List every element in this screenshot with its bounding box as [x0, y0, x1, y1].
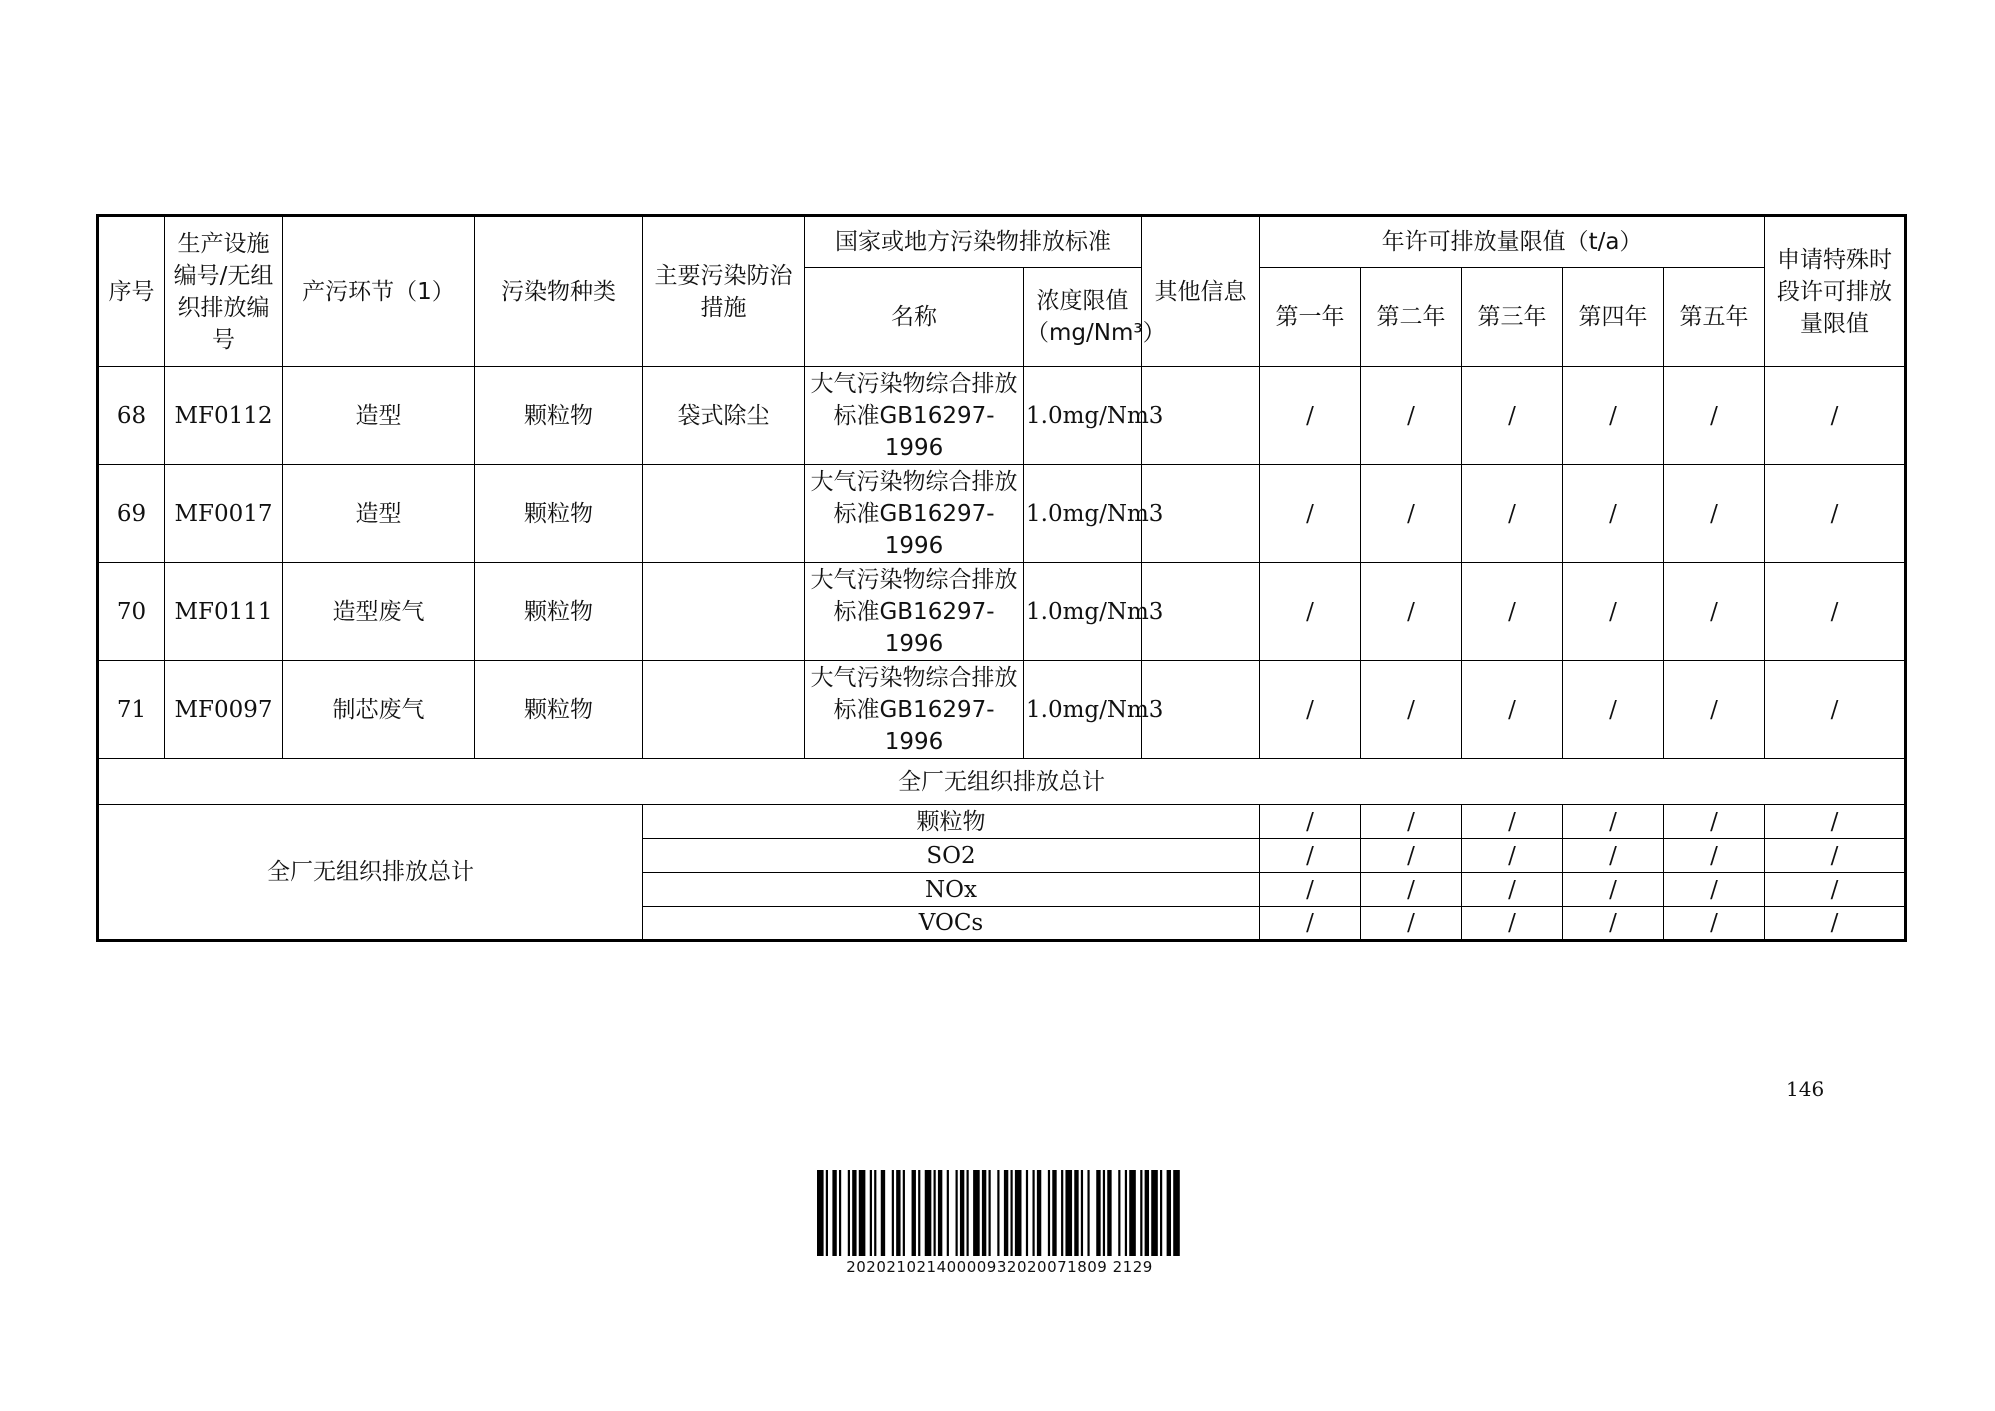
total-special: /	[1765, 907, 1906, 941]
cell-year1: /	[1260, 661, 1361, 759]
cell-limit: 1.0mg/Nm3	[1024, 661, 1142, 759]
header-standard-name: 名称	[805, 268, 1024, 367]
cell-pollutant: 颗粒物	[475, 661, 643, 759]
header-facility: 生产设施编号/无组织排放编号	[165, 216, 283, 367]
header-annual-group: 年许可排放量限值（t/a）	[1260, 216, 1765, 268]
header-special: 申请特殊时段许可排放量限值	[1765, 216, 1906, 367]
header-measure: 主要污染防治措施	[643, 216, 805, 367]
cell-link: 制芯废气	[283, 661, 475, 759]
table-row	[98, 661, 1906, 759]
cell-measure: 袋式除尘	[643, 367, 805, 465]
cell-facility: MF0097	[165, 661, 283, 759]
cell-year3: /	[1462, 563, 1563, 661]
total-year4: /	[1563, 839, 1664, 873]
total-item-name: VOCs	[643, 907, 1260, 941]
cell-seq: 68	[98, 367, 165, 465]
header-year5: 第五年	[1664, 268, 1765, 367]
cell-year2: /	[1361, 367, 1462, 465]
cell-facility: MF0112	[165, 367, 283, 465]
total-banner-row	[98, 759, 1906, 805]
cell-seq: 70	[98, 563, 165, 661]
total-year1: /	[1260, 805, 1361, 839]
cell-measure	[643, 661, 805, 759]
cell-special: /	[1765, 661, 1906, 759]
header-year4: 第四年	[1563, 268, 1664, 367]
page-number: 146	[1786, 1077, 1825, 1101]
cell-year1: /	[1260, 465, 1361, 563]
total-year2: /	[1361, 839, 1462, 873]
cell-year3: /	[1462, 367, 1563, 465]
cell-facility: MF0017	[165, 465, 283, 563]
total-year2: /	[1361, 873, 1462, 907]
cell-pollutant: 颗粒物	[475, 367, 643, 465]
total-year5: /	[1664, 839, 1765, 873]
cell-limit: 1.0mg/Nm3	[1024, 563, 1142, 661]
cell-year4: /	[1563, 367, 1664, 465]
emission-limits-table	[96, 214, 1907, 942]
cell-measure	[643, 465, 805, 563]
table-row	[98, 563, 1906, 661]
cell-standard: 大气污染物综合排放标准GB16297-1996	[805, 367, 1024, 465]
total-year3: /	[1462, 907, 1563, 941]
header-concentration: 浓度限值（mg/Nm³）	[1024, 268, 1142, 367]
total-item-name: NOx	[643, 873, 1260, 907]
header-row-1	[98, 216, 1906, 268]
header-year2: 第二年	[1361, 268, 1462, 367]
header-pollutant: 污染物种类	[475, 216, 643, 367]
header-other: 其他信息	[1142, 216, 1260, 367]
total-year5: /	[1664, 907, 1765, 941]
cell-year2: /	[1361, 661, 1462, 759]
header-seq: 序号	[98, 216, 165, 367]
total-special: /	[1765, 873, 1906, 907]
cell-year5: /	[1664, 563, 1765, 661]
total-year3: /	[1462, 805, 1563, 839]
cell-year4: /	[1563, 661, 1664, 759]
total-item-row	[98, 805, 1906, 839]
cell-year4: /	[1563, 563, 1664, 661]
total-year3: /	[1462, 839, 1563, 873]
header-standard-group: 国家或地方污染物排放标准	[805, 216, 1142, 268]
cell-year5: /	[1664, 661, 1765, 759]
cell-seq: 69	[98, 465, 165, 563]
cell-year1: /	[1260, 367, 1361, 465]
table-row	[98, 465, 1906, 563]
barcode-number: 20202102140000932020071809 2129	[846, 1258, 1153, 1276]
total-item-name: SO2	[643, 839, 1260, 873]
total-year1: /	[1260, 907, 1361, 941]
total-year4: /	[1563, 907, 1664, 941]
total-label: 全厂无组织排放总计	[98, 805, 643, 941]
total-special: /	[1765, 805, 1906, 839]
cell-link: 造型废气	[283, 563, 475, 661]
total-year1: /	[1260, 839, 1361, 873]
header-year3: 第三年	[1462, 268, 1563, 367]
cell-special: /	[1765, 563, 1906, 661]
cell-special: /	[1765, 367, 1906, 465]
total-year1: /	[1260, 873, 1361, 907]
table-row	[98, 367, 1906, 465]
total-year5: /	[1664, 805, 1765, 839]
total-year5: /	[1664, 873, 1765, 907]
header-year1: 第一年	[1260, 268, 1361, 367]
cell-standard: 大气污染物综合排放标准GB16297-1996	[805, 661, 1024, 759]
total-special: /	[1765, 839, 1906, 873]
cell-limit: 1.0mg/Nm3	[1024, 367, 1142, 465]
cell-year5: /	[1664, 367, 1765, 465]
total-year2: /	[1361, 805, 1462, 839]
cell-limit: 1.0mg/Nm3	[1024, 465, 1142, 563]
cell-pollutant: 颗粒物	[475, 563, 643, 661]
cell-year3: /	[1462, 661, 1563, 759]
cell-standard: 大气污染物综合排放标准GB16297-1996	[805, 563, 1024, 661]
cell-link: 造型	[283, 367, 475, 465]
total-year2: /	[1361, 907, 1462, 941]
header-link: 产污环节（1）	[283, 216, 475, 367]
cell-year5: /	[1664, 465, 1765, 563]
total-banner: 全厂无组织排放总计	[98, 759, 1906, 805]
cell-link: 造型	[283, 465, 475, 563]
total-item-name: 颗粒物	[643, 805, 1260, 839]
cell-pollutant: 颗粒物	[475, 465, 643, 563]
cell-year3: /	[1462, 465, 1563, 563]
cell-year1: /	[1260, 563, 1361, 661]
cell-measure	[643, 563, 805, 661]
cell-year2: /	[1361, 465, 1462, 563]
total-year4: /	[1563, 873, 1664, 907]
cell-seq: 71	[98, 661, 165, 759]
cell-year2: /	[1361, 563, 1462, 661]
cell-year4: /	[1563, 465, 1664, 563]
cell-special: /	[1765, 465, 1906, 563]
cell-facility: MF0111	[165, 563, 283, 661]
cell-standard: 大气污染物综合排放标准GB16297-1996	[805, 465, 1024, 563]
total-year3: /	[1462, 873, 1563, 907]
barcode-icon	[817, 1170, 1182, 1256]
total-year4: /	[1563, 805, 1664, 839]
